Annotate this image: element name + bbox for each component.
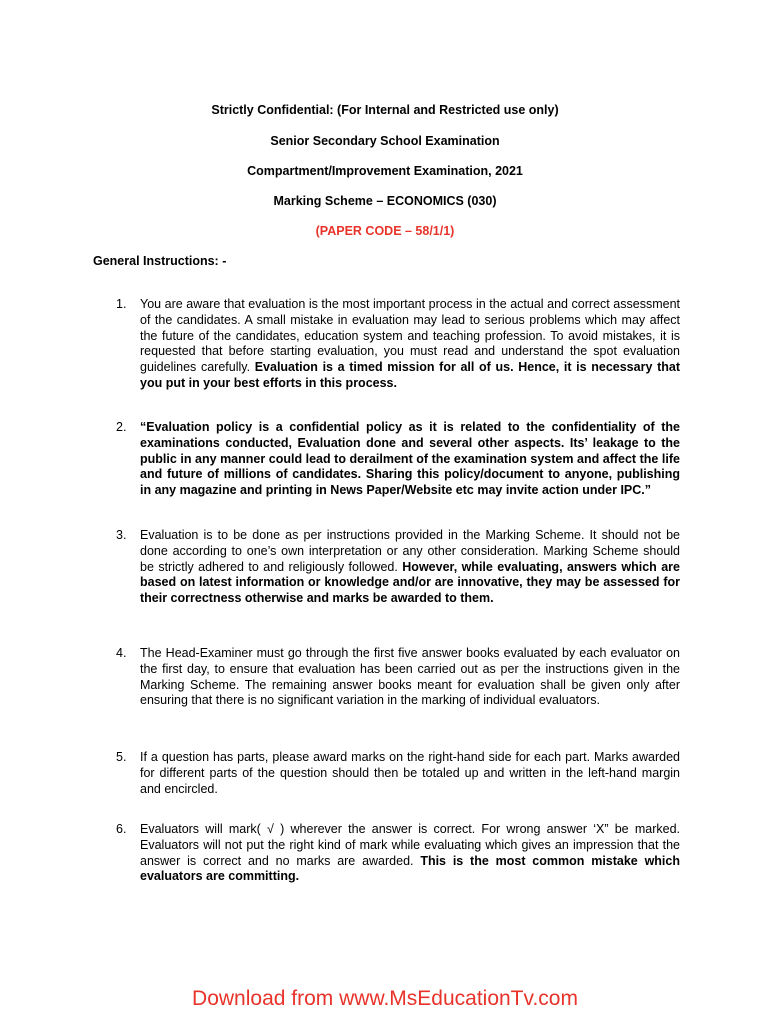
item-plain-text: Evaluators will mark( √ ) wherever the answer is correct. For wrong answer ‘X” be marked. Evaluators will not put the right kind of mark while evaluating which gives an impression that the answer is correct and no marks are awarded.	[140, 822, 680, 868]
exam-subtitle: Compartment/Improvement Examination, 2021	[247, 164, 523, 178]
item-bold-text: This is the most common mistake which evaluators are committing.	[140, 853, 680, 884]
item-bold-text: However, while evaluating, answers which are based on latest information or knowledge and/or are innovative, they may be assessed for their correctness otherwise and marks be awarded to them.	[140, 559, 680, 606]
item-number: 1.	[116, 297, 127, 311]
item-plain-text: You are aware that evaluation is the most important process in the actual and correct assessment of the candidates. A small mistake in evaluation may lead to serious problems which may affect the future of the candidates, education system and teaching profession. To avoid mistakes, it is requested that before starting evaluation, you must read and understand the spot evaluation guidelines carefully.	[140, 297, 680, 375]
item-number: 4.	[116, 646, 127, 660]
item-number: 6.	[116, 822, 127, 836]
item-text	[140, 420, 680, 499]
item-text	[140, 297, 680, 392]
exam-title: Senior Secondary School Examination	[270, 134, 500, 148]
item-text	[140, 750, 680, 797]
item-number: 5.	[116, 750, 127, 764]
paper-code: (PAPER CODE – 58/1/1)	[315, 224, 455, 238]
item-number: 2.	[116, 420, 127, 434]
item-plain-text: The Head-Examiner must go through the first five answer books evaluated by each evaluator on the first day, to ensure that evaluation has been carried out as per the instructions given in the Marking Scheme. The remaining answer books meant for evaluation shall be given only after ensuring that there is no significant variation in the marking of individual evaluators.	[140, 646, 680, 708]
item-text	[140, 822, 680, 885]
general-instructions-heading: General Instructions: -	[93, 254, 227, 268]
item-text	[140, 646, 680, 709]
item-bold-text: Evaluation is a timed mission for all of us. Hence, it is necessary that you put in your best efforts in this process.	[140, 360, 680, 390]
download-link[interactable]: Download from www.MsEducationTv.com	[192, 987, 578, 1010]
item-plain-text: Evaluation is to be done as per instructions provided in the Marking Scheme. It should not be done according to one’s own interpretation or any other consideration. Marking Scheme should be strictly adhered to and religiously followed.	[140, 528, 680, 574]
item-bold-text: “Evaluation policy is a confidential policy as it is related to the confidentiality of the examinations conducted, Evaluation done and several other aspects. Its’ leakage to the public in any manner could lead to derailment of the examination system and affect the life and future of millions of candidates. Sharing this policy/document to anyone, publishing in any magazine and printing in News Paper/Website etc may invite action under IPC.”	[140, 420, 680, 498]
item-number: 3.	[116, 528, 127, 542]
item-plain-text: If a question has parts, please award marks on the right-hand side for each part. Marks awarded for different parts of the question should then be totaled up and written in the left-hand margin and encircled.	[140, 750, 680, 796]
confidential-notice: Strictly Confidential: (For Internal and Restricted use only)	[211, 103, 559, 117]
item-text	[140, 528, 680, 607]
marking-scheme-title: Marking Scheme – ECONOMICS (030)	[273, 194, 497, 208]
